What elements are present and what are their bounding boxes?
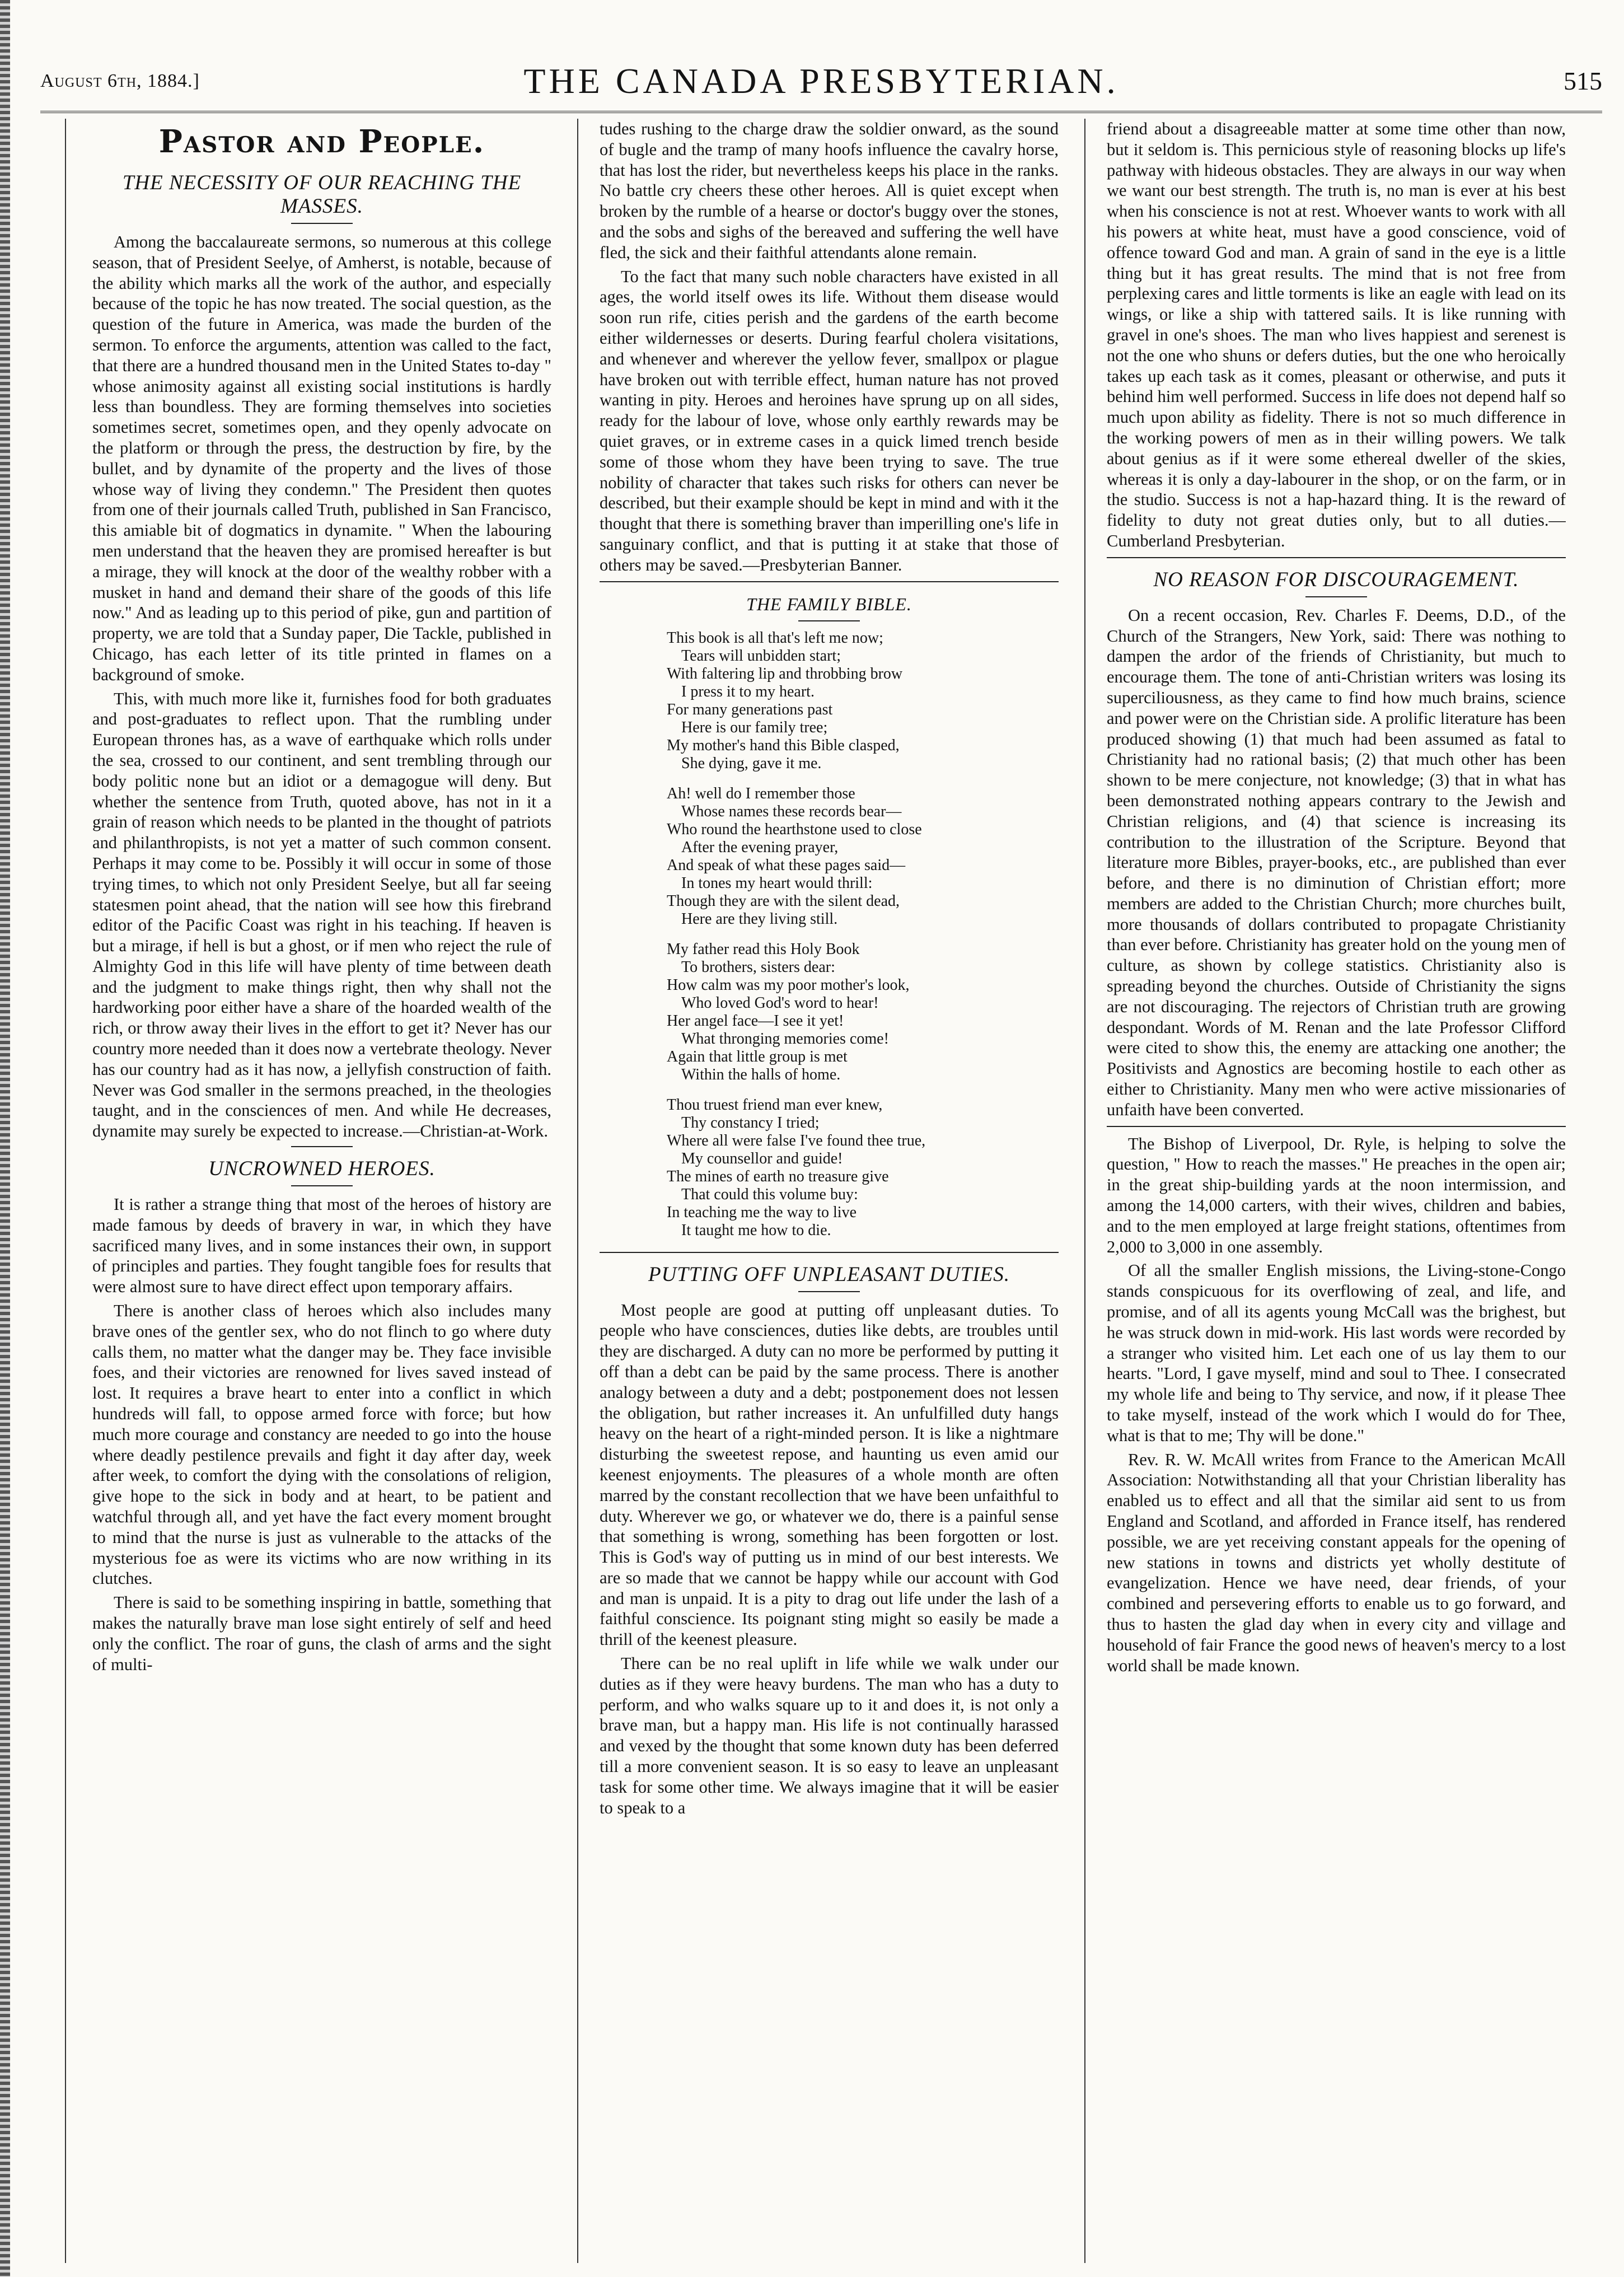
poem-stanza <box>667 629 1059 773</box>
article-paragraph: On a recent occasion, Rev. Charles F. Deems, D.D., of the Church of the Strangers, New York, said: There was nothing to dampen the ardor of the friends of Christianity, but much to encourage them. The tone of anti-Christian writers was losing its superciliousness, as they came to find how much brains, science and power were on the Christian side. A prolific literature has been produced showing (1) that much had been assumed as fatal to Christianity had no rational basis; (2) that much other has been shown to be mere conjecture, not knowledge; (3) that in what has been demonstrated nothing appears contrary to the Jewish and Christian religions, and (4) that science is increasing its contribution to the illustration of the Scripture. Beyond that literature more Bibles, prayer-books, etc., are published than ever before, and there is no diminution of Christian effort; more members are added to the Christian Church; more churches built, more thousands of dollars contributed to propagate Christianity than ever before. Christianity has greater hold on the young men of culture, as shown by college statistics. Christianity also is spreading beyond the churches. Outside of Christianity the signs are not discouraging. The rejectors of Christian truth are growing despondant. Words of M. Renan and the late Professor Clifford were cited to show this, the enemy are attacking one another; the Positivists and Agnostics are becoming hostile to each other as either to Christianity. Many men who were active missionaries of unfaith have been converted. <box>1107 605 1566 1119</box>
article-heading-discouragement: NO REASON FOR DISCOURAGEMENT. <box>1153 568 1519 591</box>
news-paragraph: The Bishop of Liverpool, Dr. Ryle, is helping to solve the question, " How to reach the masses." He preaches in the open air; in the great ship-building yards at the noon intermission, and among the 14,000 carters, with their wives, children and babies, and to the men employed at large freight stations, oftentimes from 2,000 to 3,000 in one assembly. <box>1107 1134 1566 1256</box>
article-paragraph: There is said to be something inspiring in battle, something that makes the naturally brave man lose sight entirely of self and heed only the conflict. The roar of guns, the clash of arms and the sight of multi- <box>92 1593 551 1674</box>
poem-line: How calm was my poor mother's look, <box>667 976 910 994</box>
masthead <box>40 60 1602 105</box>
article-paragraph: There is another class of heroes which also includes many brave ones of the gentler sex, who do not flinch to go where duty calls them, no matter what the danger may be. They face invisible foes, and their victories are renowned for lives saved instead of lost. It requires a brave heart to enter into a conflict in which hundreds will fall, to oppose armed force with force; but how much more courage and constancy are needed to go into the house where deadly pestilence prevails and fight it day after day, week after week, to comfort the dying with the consolations of religion, give hope to the sick in body and at heart, to be patient and watchful through all, and yet have the fact every moment brought to mind that the nurse is just as vulnerable to the attacks of the mysterious foe as were its victims who are now writhing in its clutches. <box>92 1301 551 1588</box>
poem-line: In tones my heart would thrill: <box>681 874 873 892</box>
news-paragraph: Of all the smaller English missions, the Living-stone-Congo stands conspicuous for its overflowing of zeal, and life, and promise, and of all its agents young McCall was the brighest, but he was struck down in mid-work. His last words were recorded by a stranger who visited him. Let each one of us lay them to our hearts. "Lord, I gave myself, mind and soul to Thee. I consecrated my whole life and being to Thy service, and now, if it please Thee to take myself, instead of the work which I would do for Thee, what is that to me; Thy will be done." <box>1107 1261 1566 1445</box>
heading-rule <box>798 620 860 621</box>
column-1 <box>92 119 551 2257</box>
section-rule <box>291 1146 353 1147</box>
poem-line: Tears will unbidden start; <box>681 647 841 665</box>
heading-rule <box>291 1185 353 1186</box>
article-paragraph: There can be no real uplift in life while we walk under our duties as if they were heavy burdens. The man who has a duty to perform, and who walks square up to it and does it, is not only a brave man, but a happy man. His life is not continually harassed and vexed by the thought that some known duty has been deferred till a more convenient season. It is so easy to leave an unpleasant task for some other time. We always imagine that it will be easier to speak to a <box>600 1654 1059 1817</box>
poem-line: It taught me how to die. <box>681 1221 831 1239</box>
poem-line: Though they are with the silent dead, <box>667 892 900 910</box>
poem-line: My father read this Holy Book <box>667 940 860 958</box>
heading-rule <box>291 223 353 224</box>
poem-line: And speak of what these pages said— <box>667 856 906 874</box>
poem-line: This book is all that's left me now; <box>667 629 883 647</box>
poem-line: Again that little group is met <box>667 1048 848 1065</box>
poem-line: Here are they living still. <box>681 910 838 928</box>
poem-line: Who round the hearthstone used to close <box>667 820 922 838</box>
article-paragraph: Most people are good at putting off unpleasant duties. To people who have consciences, duties like debts, are troubles until they are discharged. A duty can no more be performed by putting it off than a debt can be paid by the same process. There is another analogy between a duty and a debt; postponement does not lessen the obligation, but rather increases it. An unfulfilled duty hangs heavy on the heart of a right-minded person. It is like a nightmare disturbing the sweetest repose, and haunting us even amid our keenest enjoyments. The pleasures of a whole month are often marred by the constant recollection that we have been unfaithful to duty. Wherever we go, or whatever we do, there is a painful sense that something is wrong, something has been forgotten or lost. This is God's way of putting us in mind of our best interests. We are so made that we cannot be happy while our account with God and man is unpaid. It is a pity to drag out life under the lash of a faithful conscience. Its poignant sting might so easily be made a thrill of the keenest pleasure. <box>600 1300 1059 1649</box>
poem-line: I press it to my heart. <box>681 682 815 700</box>
poem-line: For many generations past <box>667 700 833 718</box>
poem-line: She dying, gave it me. <box>681 754 822 772</box>
article-paragraph: friend about a disagreeable matter at some time other than now, but it seldom is. This pernicious style of reasoning blocks up life's pathway with hideous obstacles. They are always in our way when we want our best strength. The truth is, no man is ever at his best when his conscience is not at rest. Whoever wants to work with all his powers at white heat, must have a good conscience, void of offence toward God and man. A grain of sand in the eye is a little thing but it has great results. The mind that is not free from perplexing cares and little torments is like an eagle with lead on its wings, or like a ship with tattered sails. It is like running with gravel in one's shoes. The man who lives happiest and serenest is not the one who shuns or defers duties, but the one who heroically takes up each task as it comes, pleasant or otherwise, and puts it behind him well performed. Success in life does not depend half so much upon ability as fidelity. There is not so much difference in the working powers of men as in their willing powers. We talk about genius as if it were some ethereal dweller of the skies, whereas it is only a day-labourer in the shop, or on the farm, or in the studio. Success is not a hap-hazard thing. It is the reward of fidelity to duty not great duties only, but to all duties.—Cumberland Presbyterian. <box>1107 119 1566 550</box>
column-3 <box>1107 119 1566 2257</box>
column-rule-left <box>65 119 66 2263</box>
article-heading-duties: PUTTING OFF UNPLEASANT DUTIES. <box>648 1263 1010 1286</box>
section-rule <box>600 1252 1059 1253</box>
poem-line: My counsellor and guide! <box>681 1149 843 1167</box>
poem-line: With faltering lip and throbbing brow <box>667 665 903 682</box>
poem-line: To brothers, sisters dear: <box>681 958 835 976</box>
newspaper-title: THE CANADA PRESBYTERIAN. <box>523 61 1119 101</box>
article-paragraph: To the fact that many such noble characters have existed in all ages, the world itself owes its life. Without them disease would soon run rife, cities perish and the gardens of the earth become either wildernesses or deserts. During fearful cholera visitations, and whenever and wherever the yellow fever, smallpox or plague have broken out with terrible effect, human nature has not proved wanting in pity. Heroes and heroines have sprung up on all sides, ready for the labour of love, whose only earthly rewards may be quiet graves, or in extreme cases in a quick limed trench beside some of those whom they have been trying to save. The true nobility of character that takes such risks for others can never be described, but their example should be kept in mind and with it the thought that there is something braver than imperilling one's life in sanguinary conflict, and that is putting it at stake that those of others may be saved.—Presbyterian Banner. <box>600 266 1059 574</box>
section-rule <box>1107 1126 1566 1127</box>
section-rule <box>1107 557 1566 558</box>
poem-line: Within the halls of home. <box>681 1065 841 1083</box>
poem-line: Here is our family tree; <box>681 718 828 736</box>
poem-line: Thy constancy I tried; <box>681 1114 820 1132</box>
poem-line: Thou truest friend man ever knew, <box>667 1096 883 1114</box>
article-paragraph: It is rather a strange thing that most of the heroes of history are made famous by deeds of bravery in war, in which they have sacrificed many lives, and in some instances their own, in support of principles and parties. They fought tangible foes for results that were almost sure to have direct effect upon temporary affairs. <box>92 1195 551 1297</box>
news-paragraph: Rev. R. W. McAll writes from France to the American McAll Association: Notwithstanding all that your Christian liberality has enabled us to effect and all that the similar aid sent to us from England and Scotland, and afforded in France itself, has rendered possible, we are yet receiving constant appeals for the opening of new stations in towns and districts yet wholly destitute of evangelization. Hence we have need, dear friends, of your combined and persevering efforts to enable us to go forward, and thus to hasten the glad day when in every city and village and household of fair France the good news of heaven's mercy to a lost world shall be made known. <box>1107 1450 1566 1675</box>
article-heading-masses: THE NECESSITY OF OUR REACHING THE MASSES. <box>122 171 522 218</box>
heading-rule <box>1305 596 1367 597</box>
page-number: 515 <box>1564 67 1602 95</box>
poem-line: Who loved God's word to hear! <box>681 994 879 1012</box>
poem-line: What thronging memories come! <box>681 1030 889 1048</box>
poem-stanza <box>667 785 1059 928</box>
poem-stanza <box>667 941 1059 1084</box>
heading-rule <box>798 1291 860 1292</box>
article-heading-heroes: UNCROWNED HEROES. <box>208 1157 436 1181</box>
poem-line: Her angel face—I see it yet! <box>667 1012 844 1030</box>
poem-title: THE FAMILY BIBLE. <box>746 593 912 614</box>
page-edge-border <box>0 0 10 2277</box>
poem-line: Whose names these records bear— <box>681 802 902 820</box>
column-2 <box>600 119 1059 2257</box>
poem-line: In teaching me the way to live <box>667 1203 857 1221</box>
column-rule-2 <box>1084 119 1085 2263</box>
article-paragraph: tudes rushing to the charge draw the soldier onward, as the sound of bugle and the tramp of many hoofs influence the cavalry horse, that has lost the rider, but nevertheless keeps his place in the ranks. No battle cry cheers these other heroes. All is quiet except when broken by the rumble of a hearse or doctor's buggy over the stones, and the sobs and sighs of the bereaved and suffering the well have fled, the sick and their faithful attendants alone remain. <box>600 119 1059 262</box>
masthead-rule <box>40 111 1602 113</box>
section-rule <box>600 581 1059 582</box>
issue-date: August 6th, 1884.] <box>40 71 200 91</box>
poem-line: After the evening prayer, <box>681 838 839 856</box>
column-rule-1 <box>577 119 578 2263</box>
article-paragraph: This, with much more like it, furnishes food for both graduates and post-graduates to reflect upon. That the rumbling under European thrones has, as a wave of earthquake which rolls under the sea, crossed to our continent, and sent trembling through our body politic none but an idiot or a demagogue will deny. But whether the sentence from Truth, quoted above, has not in it a grain of reason which needs to be planted in the thought of patriots and philanthropists, is not yet a matter of such common consent. Perhaps it may come to be. Possibly it will occur in some of those trying times, to which not only President Seelye, but all far seeing statesmen point ahead, that the nation will see how this firebrand editor of the Pacific Coast was right in his teaching. If heaven is but a mirage, if hell is but a ghost, or if men who reject the rule of Almighty God in this life will have plenty of time between death and the judgment to make things right, then why shall not the hardworking poor either have a share of the hoarded wealth of the rich, or throw away their lives in the effort to get it? Never has our country more needed than it does now a vertebrate theology. Never has our country had as it has now, a jellyfish construction of faith. Never was God smaller in the sermons preached, in the theologies taught, and in the consciences of men. And while He decreases, dynamite may surely be expected to increase.—Christian-at-Work. <box>92 689 551 1141</box>
poem-line: The mines of earth no treasure give <box>667 1167 889 1185</box>
article-paragraph: Among the baccalaureate sermons, so numerous at this college season, that of President Seelye, of Amherst, is notable, because of the ability which marks all the work of the author, and especially because of the topic he has now treated. The social question, as the question of the future in America, was made the burden of the sermon. To enforce the arguments, attention was called to the fact, that there are a hundred thousand men in the United States to-day " whose animosity against all existing social institutions is hardly less than boundless. They are forming themselves into societies sometimes secret, sometimes open, and they openly advocate on the platform or through the press, the destruction by fire, by the bullet, and by dynamite of the property and the lives of those whose way of living they condemn." The President then quotes from one of their journals called Truth, published in San Francisco, this amiable bit of dogmatics in dynamite. " When the labouring men understand that the heaven they are promised hereafter is but a mirage, they will knock at the door of the wealthy robber with a musket in hand and demand their share of the goods of this life now." And as leading up to this period of pike, gun and partition of property, we are told that a Sunday paper, Die Tackle, published in Chicago, has each letter of its title printed in flames on a background of smoke. <box>92 232 551 684</box>
poem-line: That could this volume buy: <box>681 1185 858 1203</box>
poem-line: My mother's hand this Bible clasped, <box>667 736 900 754</box>
poem <box>667 629 1059 1240</box>
poem-line: Where all were false I've found thee true, <box>667 1132 926 1149</box>
poem-stanza <box>667 1096 1059 1240</box>
department-heading: Pastor and People. <box>158 123 485 160</box>
poem-line: Ah! well do I remember those <box>667 784 855 802</box>
